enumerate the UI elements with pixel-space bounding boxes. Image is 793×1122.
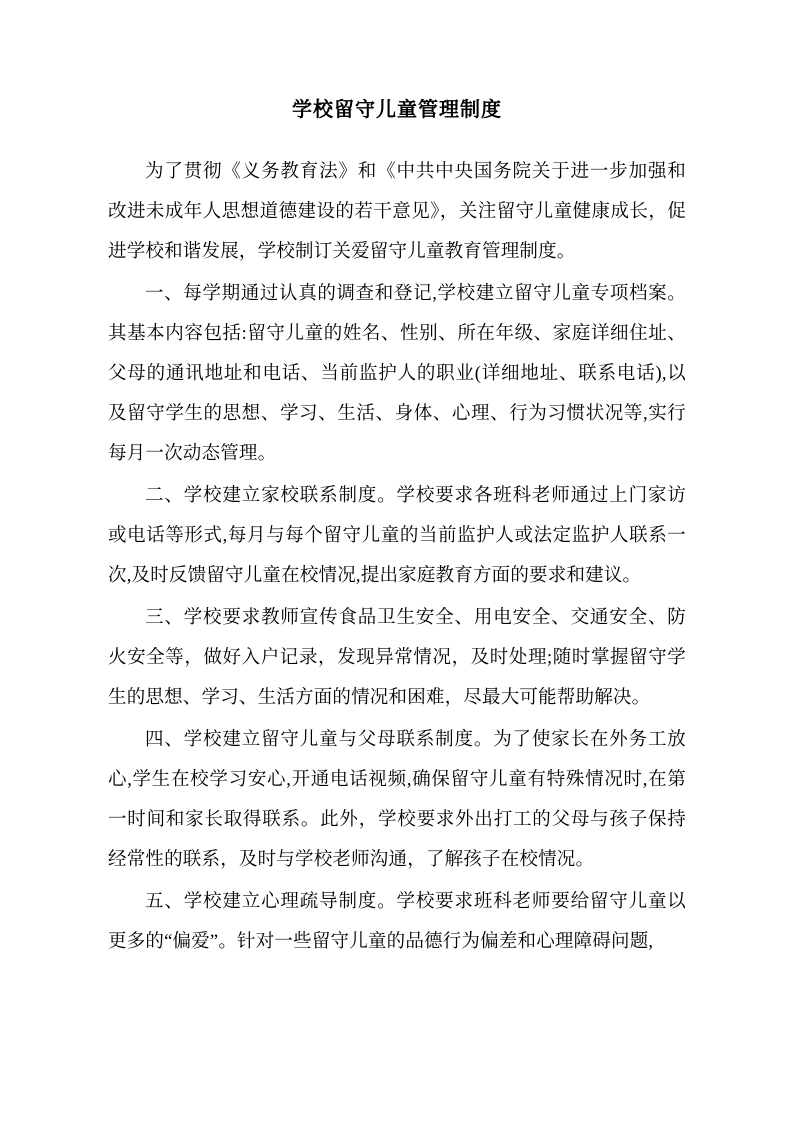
page-title: 学校留守儿童管理制度	[292, 99, 502, 121]
paragraph-intro: 为了贯彻《义务教育法》和《中共中央国务院关于进一步加强和改进未成年人思想道德建设的若干意见》，关注留守儿童健康成长，促进学校和谐发展，学校制订关爱留守儿童教育管理制度。	[108, 162, 686, 262]
paragraph-item-4: 四、学校建立留守儿童与父母联系制度。为了使家长在外务工放心,学生在校学习安心,开通电话视频,确保留守儿童有特殊情况时,在第一时间和家长取得联系。此外，学校要求外出打工的父母与孩子保持经常性的联系，及时与学校老师沟通，了解孩子在校情况。	[108, 730, 686, 870]
paragraph-item-5: 五、学校建立心理疏导制度。学校要求班科老师要给留守儿童以更多的“偏爱”。针对一些留守儿童的品德行为偏差和心理障碍问题,	[108, 892, 686, 952]
paragraph-item-2: 二、学校建立家校联系制度。学校要求各班科老师通过上门家访或电话等形式,每月与每个留守儿童的当前监护人或法定监护人联系一次,及时反馈留守儿童在校情况,提出家庭教育方面的要求和建议。	[108, 486, 686, 586]
document-body	[108, 96, 686, 964]
paragraph-item-1: 一、每学期通过认真的调查和登记,学校建立留守儿童专项档案。其基本内容包括:留守儿童的姓名、性别、所在年级、家庭详细住址、父母的通讯地址和电话、当前监护人的职业(详细地址、联系电话),以及留守学生的思想、学习、生活、身体、心理、行为习惯状况等,实行每月一次动态管理。	[108, 284, 686, 464]
paragraph-item-3: 三、学校要求教师宣传食品卫生安全、用电安全、交通安全、防火安全等，做好入户记录，发现异常情况，及时处理;随时掌握留守学生的思想、学习、生活方面的情况和困难，尽最大可能帮助解决。	[108, 608, 686, 708]
